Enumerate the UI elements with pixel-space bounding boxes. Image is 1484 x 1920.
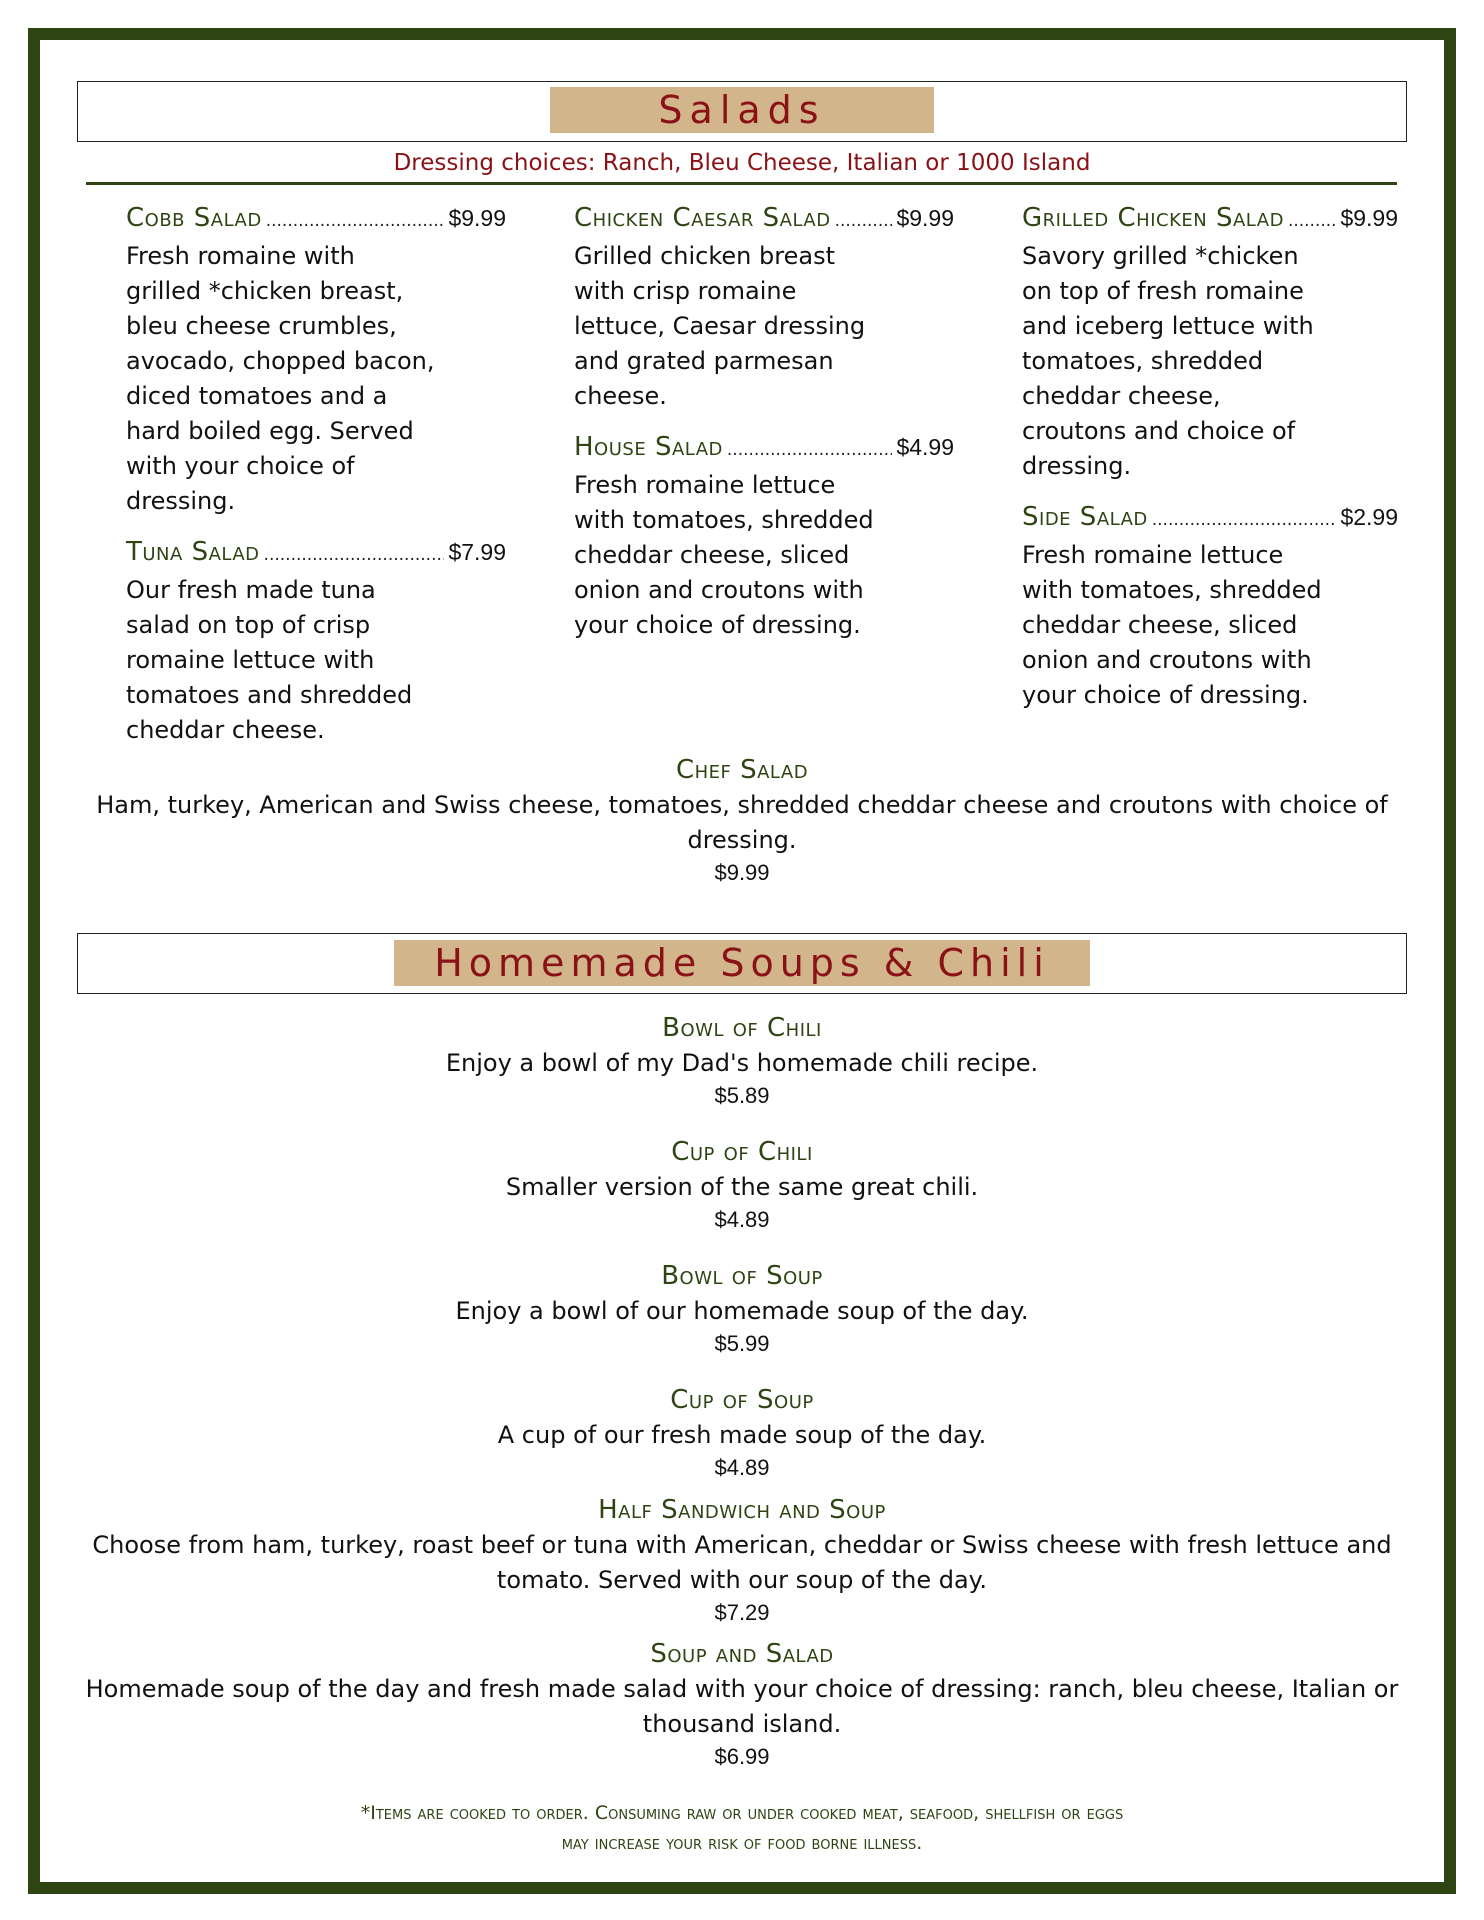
item-description: Fresh romaine with grilled *chicken breast, bleu cheese crumbles, avocado, chopped bacon, diced tomatoes and a hard boiled egg. Served with your choice of dressing. [126,242,435,515]
item-name: Grilled Chicken Salad [1022,203,1284,233]
dot-leader [727,440,893,460]
item-name: Soup and Salad [650,1639,834,1669]
item-price: $9.99 [896,205,954,231]
dressing-choices: Dressing choices: Ranch, Bleu Cheese, Italian or 1000 Island [393,150,1091,176]
item-description: Fresh romaine lettuce with tomatoes, shredded cheddar cheese, sliced onion and croutons with your choice of dressing. [574,471,874,639]
item-name: Cup of Soup [670,1385,814,1415]
divider-line [86,182,1397,185]
disclaimer-line-2: may increase your risk of food borne illness. [561,1832,923,1854]
item-description: Savory grilled *chicken on top of fresh romaine and iceberg lettuce with tomatoes, shredded cheddar cheese, croutons and choice of dressing. [1022,242,1314,480]
item-description: Our fresh made tuna salad on top of crisp romaine lettuce with tomatoes and shredded cheddar cheese. [126,576,413,744]
menu-item-half-sandwich-and-soup [77,1492,1407,1628]
item-name: Cup of Chili [671,1137,813,1167]
item-name: Cobb Salad [126,203,262,233]
item-description: Homemade soup of the day and fresh made salad with your choice of dressing: ranch, bleu cheese, Italian or thousand island. [85,1675,1399,1738]
item-description: Enjoy a bowl of my Dad's homemade chili recipe. [445,1049,1039,1077]
menu-item-cobb-salad [126,203,506,519]
menu-item-side-salad [1022,502,1398,713]
item-price: $2.99 [1340,504,1398,530]
dot-leader [1152,510,1337,530]
menu-item-soup-and-salad [77,1636,1407,1772]
menu-item-cup-of-chili [77,1134,1407,1235]
item-price: $5.89 [714,1083,770,1108]
dot-leader [1288,211,1337,231]
item-name: Bowl of Soup [661,1261,823,1291]
disclaimer-line-1: *Items are cooked to order. Consuming raw or under cooked meat, seafood, shellfish or eggs [360,1802,1124,1824]
dot-leader [264,545,445,565]
soups-title: Homemade Soups & Chili [394,940,1090,986]
item-name: Chef Salad [675,755,809,785]
item-price: $4.89 [714,1455,770,1480]
food-safety-disclaimer [77,1798,1407,1858]
salads-column-3 [1022,203,1398,731]
menu-item-house-salad [574,432,954,643]
item-name: Bowl of Chili [662,1013,822,1043]
menu-item-bowl-of-chili [77,1010,1407,1111]
item-price: $4.99 [896,434,954,460]
menu-item-tuna-salad [126,537,506,748]
menu-item-cup-of-soup [77,1382,1407,1483]
item-price: $9.99 [448,205,506,231]
menu-item-bowl-of-soup [77,1258,1407,1359]
item-price: $7.99 [448,539,506,565]
item-description: Choose from ham, turkey, roast beef or tuna with American, cheddar or Swiss cheese with fresh lettuce and tomato. Served with our soup of the day. [92,1531,1392,1594]
salads-column-2 [574,203,954,661]
item-name: House Salad [574,432,723,462]
item-name: Side Salad [1022,502,1148,532]
item-price: $7.29 [714,1600,770,1625]
item-description: Smaller version of the same great chili. [505,1173,979,1201]
menu-item-chicken-caesar-salad [574,203,954,414]
salads-column-1 [126,203,506,766]
item-description: Ham, turkey, American and Swiss cheese, tomatoes, shredded cheddar cheese and croutons with choice of dressing. [96,791,1388,854]
menu-item-chef-salad [77,752,1407,888]
item-price: $9.99 [1340,205,1398,231]
item-price: $4.89 [714,1207,770,1232]
item-description: Grilled chicken breast with crisp romaine lettuce, Caesar dressing and grated parmesan cheese. [574,242,866,410]
item-description: Enjoy a bowl of our homemade soup of the day. [455,1297,1029,1325]
item-description: Fresh romaine lettuce with tomatoes, shredded cheddar cheese, sliced onion and croutons with your choice of dressing. [1022,541,1322,709]
item-name: Chicken Caesar Salad [574,203,831,233]
item-name: Half Sandwich and Soup [598,1495,886,1525]
item-price: $5.99 [714,1331,770,1356]
item-name: Tuna Salad [126,537,260,567]
item-price: $9.99 [714,860,770,885]
dot-leader [835,211,893,231]
dot-leader [266,211,445,231]
item-description: A cup of our fresh made soup of the day. [497,1421,987,1449]
menu-item-grilled-chicken-salad [1022,203,1398,484]
item-price: $6.99 [714,1744,770,1769]
salads-title: Salads [550,87,934,133]
